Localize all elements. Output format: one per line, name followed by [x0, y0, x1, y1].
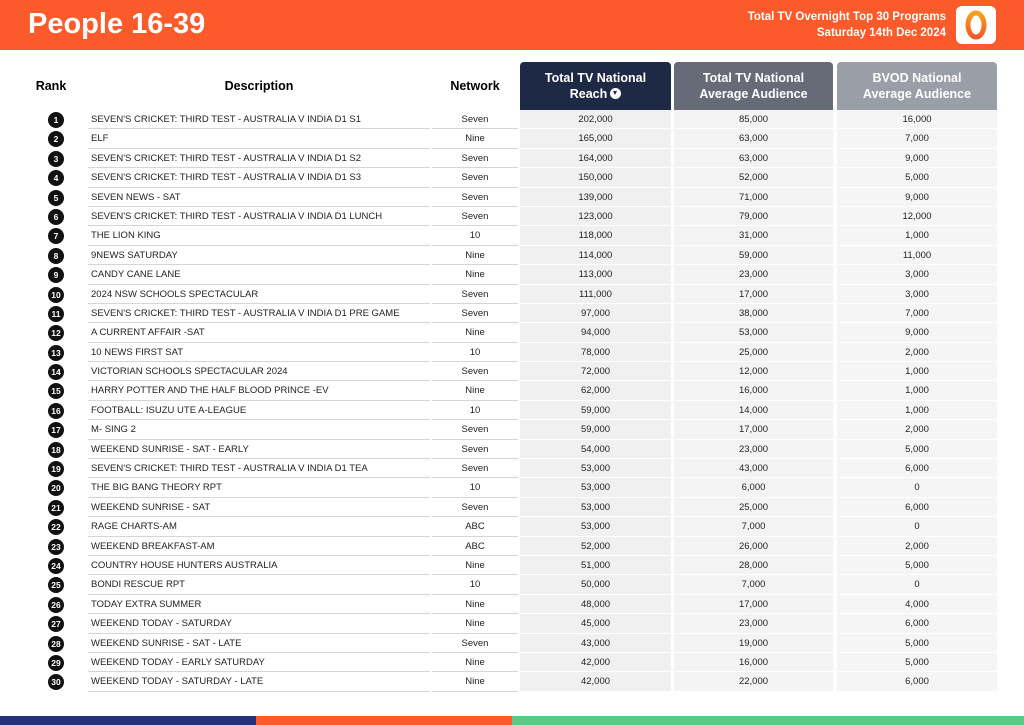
program-reach: 165,000 [520, 129, 671, 148]
program-description: A CURRENT AFFAIR -SAT [88, 323, 430, 342]
program-average-audience: 25,000 [674, 343, 833, 362]
program-average-audience: 43,000 [674, 459, 833, 478]
program-network: Seven [432, 168, 518, 187]
rank-badge: 13 [48, 345, 64, 361]
program-bvod-audience: 12,000 [837, 207, 997, 226]
program-reach: 53,000 [520, 498, 671, 517]
program-average-audience: 19,000 [674, 634, 833, 653]
table-row[interactable] [0, 265, 1024, 284]
program-network: Seven [432, 188, 518, 207]
column-header-description: Description [224, 79, 294, 93]
table-row[interactable] [0, 575, 1024, 594]
program-network: Nine [432, 653, 518, 672]
program-network: Seven [432, 110, 518, 129]
program-reach: 50,000 [520, 575, 671, 594]
table-row[interactable] [0, 188, 1024, 207]
program-average-audience: 63,000 [674, 129, 833, 148]
program-bvod-audience: 6,000 [837, 459, 997, 478]
program-description: SEVEN'S CRICKET: THIRD TEST - AUSTRALIA V INDIA D1 PRE GAME [88, 304, 430, 323]
program-reach: 118,000 [520, 226, 671, 245]
program-network: Nine [432, 265, 518, 284]
program-network: Seven [432, 440, 518, 459]
program-bvod-audience: 5,000 [837, 634, 997, 653]
reach-header-line2: Reach [569, 87, 608, 101]
rank-badge: 12 [48, 325, 64, 341]
program-network: Seven [432, 362, 518, 381]
program-network: ABC [432, 517, 518, 536]
table-row[interactable] [0, 226, 1024, 245]
program-average-audience: 26,000 [674, 537, 833, 556]
program-reach: 51,000 [520, 556, 671, 575]
program-reach: 53,000 [520, 517, 671, 536]
table-row[interactable] [0, 556, 1024, 575]
program-average-audience: 79,000 [674, 207, 833, 226]
table-row[interactable] [0, 343, 1024, 362]
program-reach: 43,000 [520, 634, 671, 653]
program-description: WEEKEND SUNRISE - SAT - EARLY [88, 440, 430, 459]
program-description: HARRY POTTER AND THE HALF BLOOD PRINCE -EV [88, 381, 430, 400]
table-row[interactable] [0, 149, 1024, 168]
program-description: CANDY CANE LANE [88, 265, 430, 284]
rank-badge: 4 [48, 170, 64, 186]
reach-header-line1: Total TV National [544, 71, 647, 85]
program-bvod-audience: 9,000 [837, 149, 997, 168]
program-network: Nine [432, 323, 518, 342]
program-description: BONDI RESCUE RPT [88, 575, 430, 594]
rank-badge: 28 [48, 636, 64, 652]
program-reach: 42,000 [520, 672, 671, 691]
rank-badge: 17 [48, 422, 64, 438]
rank-badge: 21 [48, 500, 64, 516]
program-network: Seven [432, 207, 518, 226]
program-description: 10 NEWS FIRST SAT [88, 343, 430, 362]
program-reach: 48,000 [520, 595, 671, 614]
program-network: 10 [432, 478, 518, 497]
program-average-audience: 12,000 [674, 362, 833, 381]
program-network: Seven [432, 149, 518, 168]
program-reach: 94,000 [520, 323, 671, 342]
program-description: ELF [88, 129, 430, 148]
rank-badge: 22 [48, 519, 64, 535]
program-reach: 113,000 [520, 265, 671, 284]
program-average-audience: 23,000 [674, 265, 833, 284]
rank-badge: 15 [48, 383, 64, 399]
program-bvod-audience: 1,000 [837, 401, 997, 420]
program-description: WEEKEND SUNRISE - SAT [88, 498, 430, 517]
program-network: Seven [432, 634, 518, 653]
table-row[interactable] [0, 653, 1024, 672]
program-bvod-audience: 16,000 [837, 110, 997, 129]
program-bvod-audience: 1,000 [837, 381, 997, 400]
program-reach: 97,000 [520, 304, 671, 323]
program-bvod-audience: 1,000 [837, 226, 997, 245]
program-description: M- SING 2 [88, 420, 430, 439]
program-description: SEVEN'S CRICKET: THIRD TEST - AUSTRALIA V INDIA D1 S3 [88, 168, 430, 187]
program-description: WEEKEND SUNRISE - SAT - LATE [88, 634, 430, 653]
program-description: THE LION KING [88, 226, 430, 245]
program-network: Nine [432, 595, 518, 614]
program-reach: 53,000 [520, 478, 671, 497]
program-reach: 164,000 [520, 149, 671, 168]
program-bvod-audience: 0 [837, 517, 997, 536]
rank-badge: 3 [48, 151, 64, 167]
program-description: SEVEN'S CRICKET: THIRD TEST - AUSTRALIA V INDIA D1 S1 [88, 110, 430, 129]
program-description: SEVEN'S CRICKET: THIRD TEST - AUSTRALIA V INDIA D1 TEA [88, 459, 430, 478]
program-bvod-audience: 11,000 [837, 246, 997, 265]
program-reach: 123,000 [520, 207, 671, 226]
program-description: SEVEN'S CRICKET: THIRD TEST - AUSTRALIA V INDIA D1 LUNCH [88, 207, 430, 226]
program-average-audience: 25,000 [674, 498, 833, 517]
rank-badge: 1 [48, 112, 64, 128]
table-row[interactable] [0, 246, 1024, 265]
rank-badge: 29 [48, 655, 64, 671]
program-description: VICTORIAN SCHOOLS SPECTACULAR 2024 [88, 362, 430, 381]
program-average-audience: 38,000 [674, 304, 833, 323]
program-description: SEVEN'S CRICKET: THIRD TEST - AUSTRALIA V INDIA D1 S2 [88, 149, 430, 168]
program-reach: 45,000 [520, 614, 671, 633]
program-bvod-audience: 6,000 [837, 672, 997, 691]
rank-badge: 16 [48, 403, 64, 419]
footer-bar-green [512, 716, 1024, 725]
program-bvod-audience: 4,000 [837, 595, 997, 614]
program-reach: 52,000 [520, 537, 671, 556]
rank-badge: 7 [48, 228, 64, 244]
program-bvod-audience: 3,000 [837, 265, 997, 284]
column-header-network: Network [450, 79, 500, 93]
table-row[interactable] [0, 595, 1024, 614]
program-description: FOOTBALL: ISUZU UTE A-LEAGUE [88, 401, 430, 420]
table-row[interactable] [0, 440, 1024, 459]
program-bvod-audience: 5,000 [837, 653, 997, 672]
program-description: 2024 NSW SCHOOLS SPECTACULAR [88, 285, 430, 304]
program-reach: 72,000 [520, 362, 671, 381]
program-average-audience: 28,000 [674, 556, 833, 575]
program-average-audience: 31,000 [674, 226, 833, 245]
rank-badge: 26 [48, 597, 64, 613]
rank-badge: 23 [48, 539, 64, 555]
program-bvod-audience: 7,000 [837, 304, 997, 323]
program-average-audience: 6,000 [674, 478, 833, 497]
table-row[interactable] [0, 304, 1024, 323]
program-reach: 59,000 [520, 401, 671, 420]
program-network: 10 [432, 575, 518, 594]
rank-badge: 5 [48, 190, 64, 206]
table-row[interactable] [0, 634, 1024, 653]
table-row[interactable] [0, 207, 1024, 226]
program-network: Seven [432, 459, 518, 478]
program-average-audience: 22,000 [674, 672, 833, 691]
program-reach: 150,000 [520, 168, 671, 187]
table-row[interactable] [0, 420, 1024, 439]
program-network: 10 [432, 343, 518, 362]
table-row[interactable] [0, 362, 1024, 381]
table-row[interactable] [0, 459, 1024, 478]
rank-badge: 27 [48, 616, 64, 632]
column-header-reach[interactable] [520, 62, 671, 110]
table-row[interactable] [0, 517, 1024, 536]
bvod-header-line2: Average Audience [862, 87, 972, 101]
program-description: WEEKEND BREAKFAST-AM [88, 537, 430, 556]
rank-badge: 30 [48, 674, 64, 690]
program-network: Nine [432, 672, 518, 691]
oztam-logo-icon [956, 6, 996, 44]
table-row[interactable] [0, 498, 1024, 517]
rank-badge: 9 [48, 267, 64, 283]
rank-badge: 19 [48, 461, 64, 477]
table-row[interactable] [0, 614, 1024, 633]
table-row[interactable] [0, 381, 1024, 400]
bvod-header-line1: BVOD National [872, 71, 962, 85]
program-average-audience: 7,000 [674, 517, 833, 536]
table-row[interactable] [0, 323, 1024, 342]
program-average-audience: 17,000 [674, 285, 833, 304]
program-average-audience: 16,000 [674, 653, 833, 672]
program-average-audience: 59,000 [674, 246, 833, 265]
page-header [0, 0, 1024, 50]
programs-table [0, 110, 1024, 692]
program-average-audience: 53,000 [674, 323, 833, 342]
program-bvod-audience: 2,000 [837, 420, 997, 439]
avg-header-line1: Total TV National [702, 71, 805, 85]
program-bvod-audience: 0 [837, 478, 997, 497]
program-average-audience: 7,000 [674, 575, 833, 594]
program-bvod-audience: 5,000 [837, 556, 997, 575]
column-header-rank: Rank [35, 79, 67, 93]
program-reach: 54,000 [520, 440, 671, 459]
program-network: Nine [432, 129, 518, 148]
column-header-bvod[interactable] [837, 62, 997, 110]
program-network: Seven [432, 420, 518, 439]
program-reach: 111,000 [520, 285, 671, 304]
table-row[interactable] [0, 401, 1024, 420]
rank-badge: 18 [48, 442, 64, 458]
rank-badge: 6 [48, 209, 64, 225]
program-bvod-audience: 6,000 [837, 614, 997, 633]
report-subtitle [748, 9, 946, 41]
program-network: Nine [432, 556, 518, 575]
program-average-audience: 23,000 [674, 440, 833, 459]
avg-header-line2: Average Audience [699, 87, 808, 101]
program-description: WEEKEND TODAY - EARLY SATURDAY [88, 653, 430, 672]
footer-bar-navy [0, 716, 256, 725]
report-date: Saturday 14th Dec 2024 [816, 27, 946, 39]
program-network: ABC [432, 537, 518, 556]
program-bvod-audience: 3,000 [837, 285, 997, 304]
program-average-audience: 85,000 [674, 110, 833, 129]
program-average-audience: 71,000 [674, 188, 833, 207]
program-description: RAGE CHARTS-AM [88, 517, 430, 536]
program-network: Nine [432, 381, 518, 400]
program-description: SEVEN NEWS - SAT [88, 188, 430, 207]
program-bvod-audience: 2,000 [837, 537, 997, 556]
program-average-audience: 63,000 [674, 149, 833, 168]
program-description: THE BIG BANG THEORY RPT [88, 478, 430, 497]
program-average-audience: 23,000 [674, 614, 833, 633]
rank-badge: 14 [48, 364, 64, 380]
report-name: Total TV Overnight Top 30 Programs [747, 11, 946, 23]
program-bvod-audience: 5,000 [837, 168, 997, 187]
program-bvod-audience: 5,000 [837, 440, 997, 459]
program-description: 9NEWS SATURDAY [88, 246, 430, 265]
column-header-average-audience[interactable] [674, 62, 833, 110]
sort-descending-icon[interactable] [610, 88, 621, 99]
program-network: Nine [432, 246, 518, 265]
program-reach: 78,000 [520, 343, 671, 362]
program-reach: 59,000 [520, 420, 671, 439]
table-row[interactable] [0, 672, 1024, 691]
program-network: Seven [432, 304, 518, 323]
rank-badge: 2 [48, 131, 64, 147]
page-title: People 16-39 [28, 8, 206, 40]
program-reach: 42,000 [520, 653, 671, 672]
program-network: Nine [432, 614, 518, 633]
table-row[interactable] [0, 168, 1024, 187]
table-row[interactable] [0, 110, 1024, 129]
program-average-audience: 14,000 [674, 401, 833, 420]
rank-badge: 25 [48, 577, 64, 593]
program-bvod-audience: 1,000 [837, 362, 997, 381]
program-reach: 139,000 [520, 188, 671, 207]
program-bvod-audience: 9,000 [837, 323, 997, 342]
program-bvod-audience: 0 [837, 575, 997, 594]
program-description: COUNTRY HOUSE HUNTERS AUSTRALIA [88, 556, 430, 575]
program-reach: 202,000 [520, 110, 671, 129]
program-reach: 53,000 [520, 459, 671, 478]
program-bvod-audience: 2,000 [837, 343, 997, 362]
program-bvod-audience: 6,000 [837, 498, 997, 517]
rank-badge: 10 [48, 287, 64, 303]
table-row[interactable] [0, 478, 1024, 497]
program-network: Seven [432, 285, 518, 304]
program-average-audience: 17,000 [674, 595, 833, 614]
program-description: WEEKEND TODAY - SATURDAY [88, 614, 430, 633]
program-network: 10 [432, 226, 518, 245]
table-row[interactable] [0, 537, 1024, 556]
table-row[interactable] [0, 285, 1024, 304]
rank-badge: 20 [48, 480, 64, 496]
rank-badge: 8 [48, 248, 64, 264]
program-reach: 62,000 [520, 381, 671, 400]
program-average-audience: 52,000 [674, 168, 833, 187]
program-description: WEEKEND TODAY - SATURDAY - LATE [88, 672, 430, 691]
program-description: TODAY EXTRA SUMMER [88, 595, 430, 614]
rank-badge: 24 [48, 558, 64, 574]
program-network: Seven [432, 498, 518, 517]
program-bvod-audience: 7,000 [837, 129, 997, 148]
footer-bar-orange [256, 716, 512, 725]
program-reach: 114,000 [520, 246, 671, 265]
program-network: 10 [432, 401, 518, 420]
table-row[interactable] [0, 129, 1024, 148]
program-average-audience: 16,000 [674, 381, 833, 400]
program-average-audience: 17,000 [674, 420, 833, 439]
program-bvod-audience: 9,000 [837, 188, 997, 207]
rank-badge: 11 [48, 306, 64, 322]
